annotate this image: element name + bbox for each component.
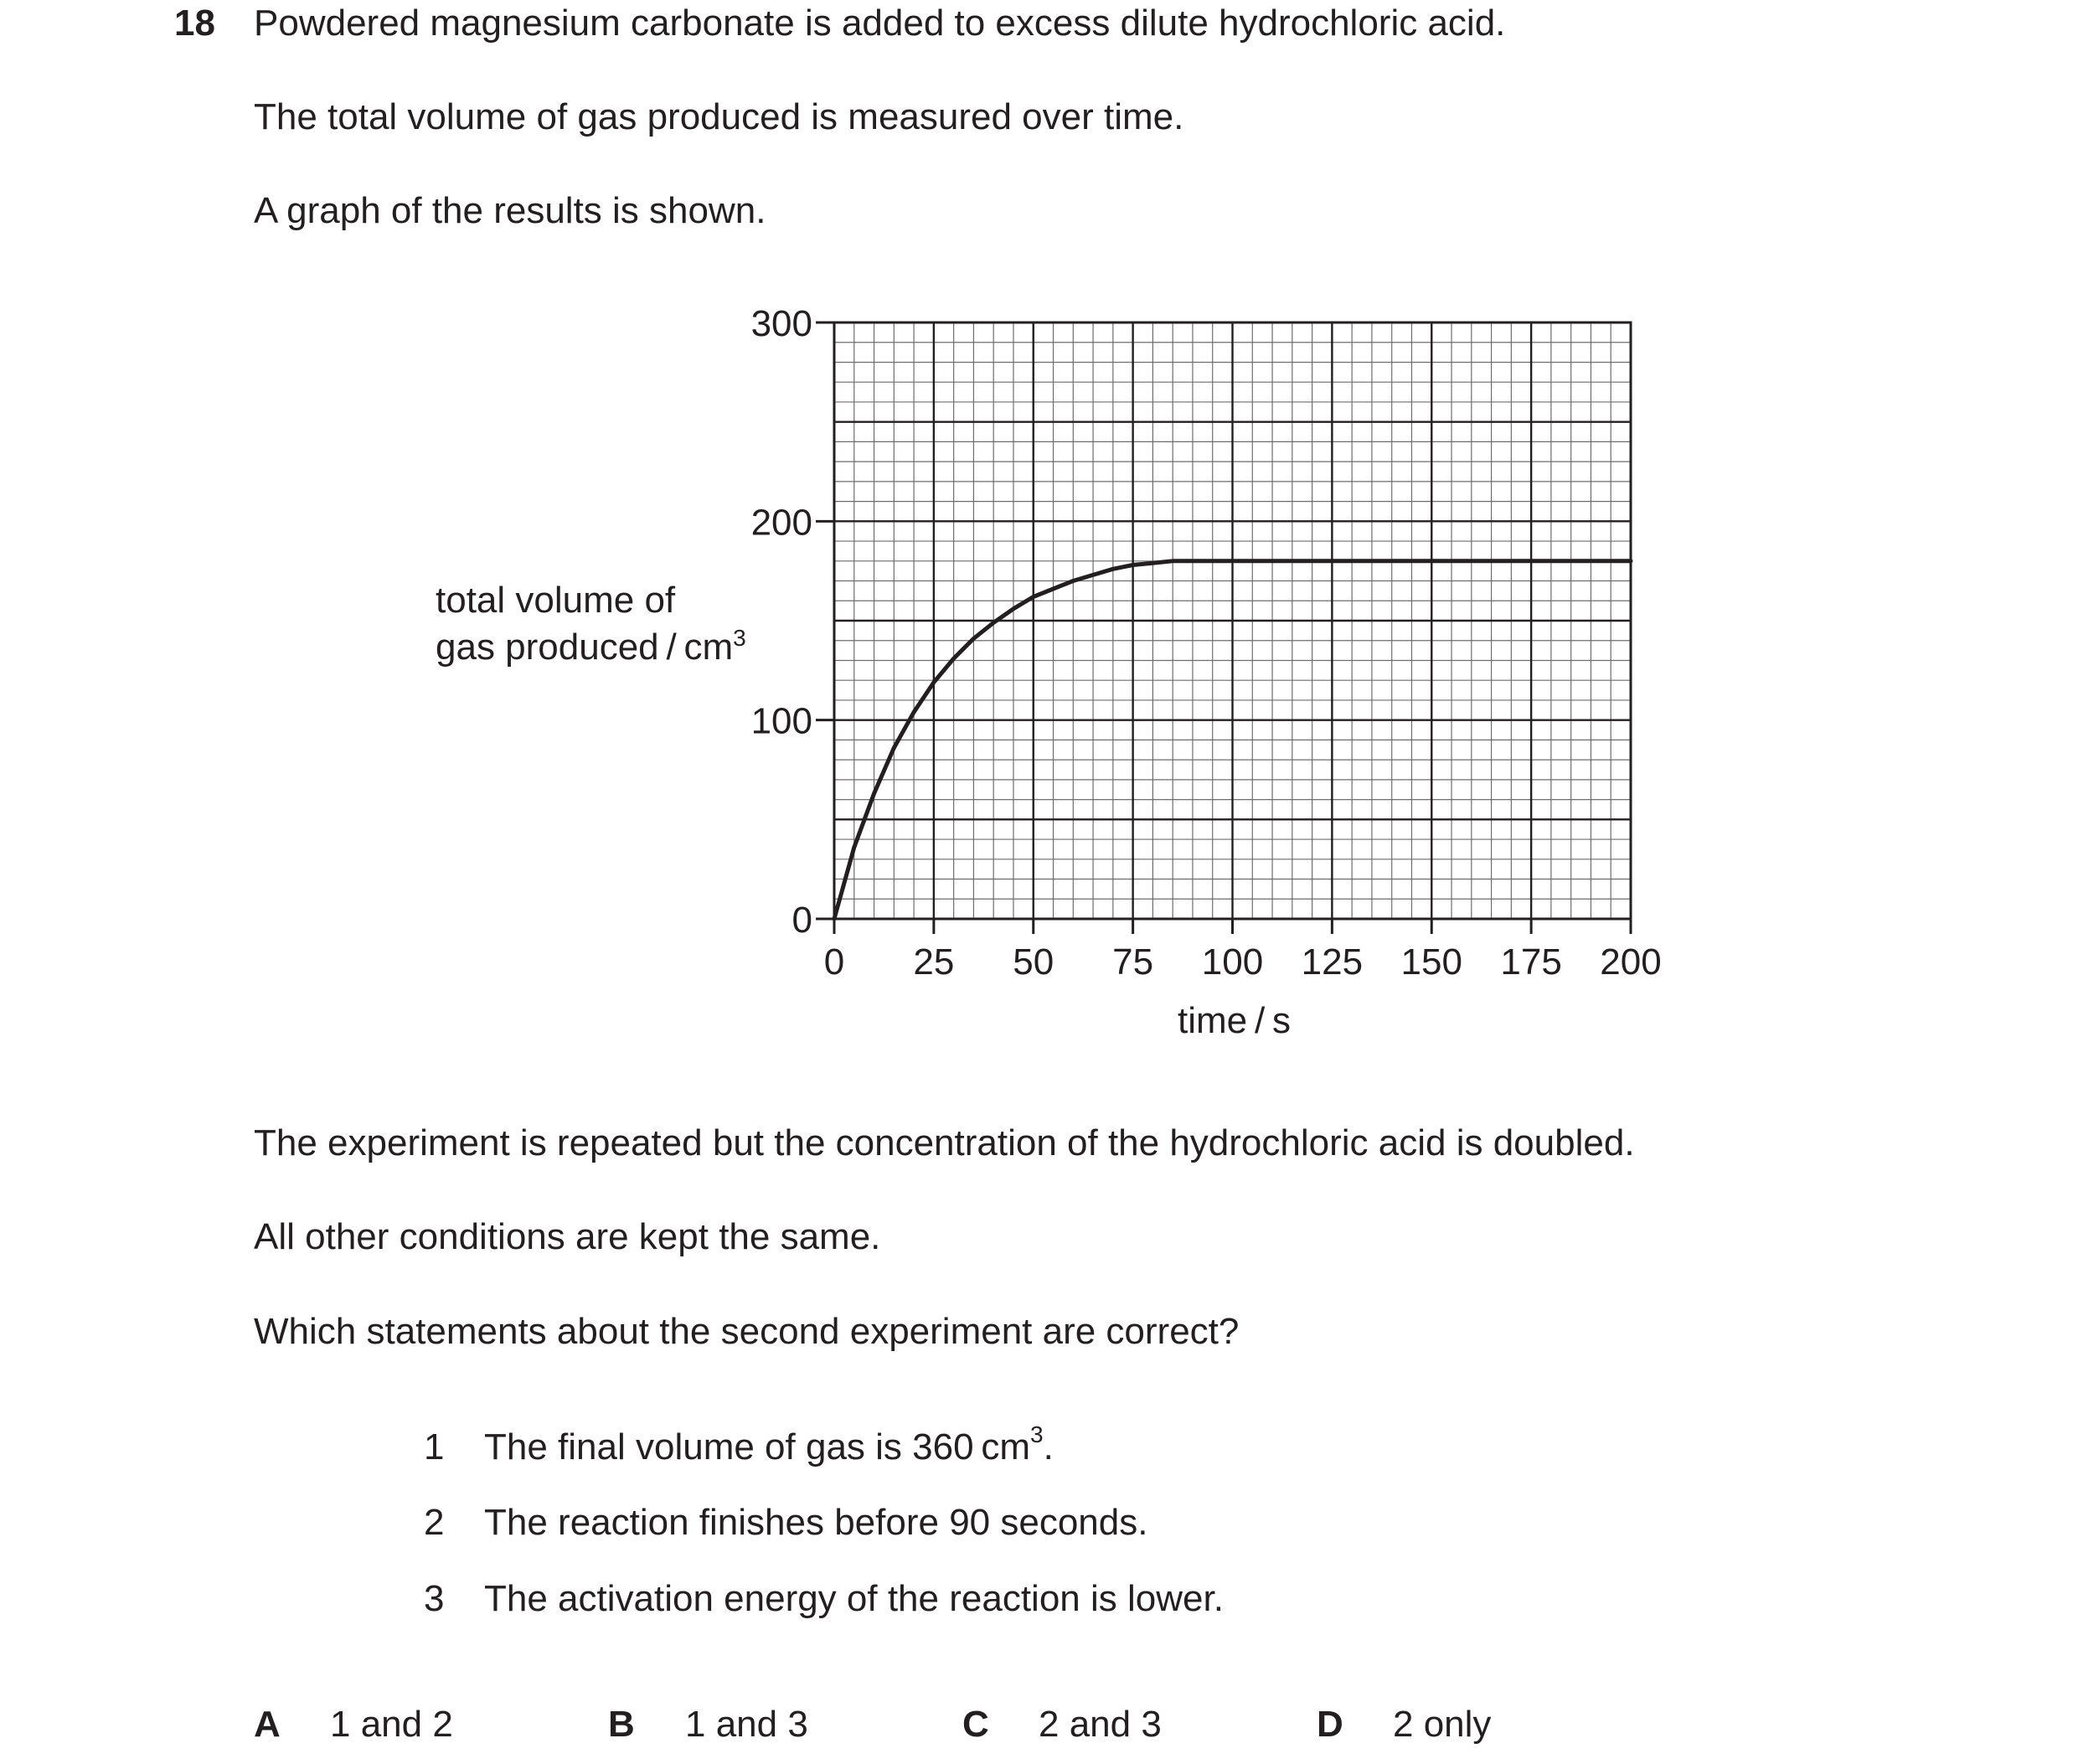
followup-line-3: Which statements about the second experiment are correct? [254, 1311, 1240, 1352]
followup-line-2: All other conditions are kept the same. [254, 1216, 881, 1257]
option-c-text[interactable]: 2 and 3 [1039, 1704, 1162, 1745]
y-tick-label: 200 [750, 502, 812, 544]
statement-1-superscript: 3 [1030, 1421, 1044, 1447]
intro-line-1: Powdered magnesium carbonate is added to excess dilute hydrochloric acid. [254, 3, 1506, 44]
x-tick-label: 50 [1013, 941, 1054, 983]
y-axis-label-line-1: total volume of [436, 580, 676, 621]
option-a-letter[interactable]: A [254, 1704, 281, 1745]
x-tick-label: 0 [823, 941, 845, 983]
y-tick-label: 100 [750, 700, 812, 742]
option-d-letter[interactable]: D [1317, 1704, 1343, 1745]
x-tick-label: 125 [1301, 941, 1364, 983]
statement-1-body: The final volume of gas is 360 cm [484, 1426, 1031, 1467]
x-axis-label: time / s [1178, 1000, 1291, 1041]
statement-1-number: 1 [424, 1426, 445, 1467]
x-tick-label: 100 [1201, 941, 1264, 983]
x-tick-label: 25 [913, 941, 955, 983]
x-tick-label: 200 [1600, 941, 1662, 983]
option-b-letter[interactable]: B [608, 1704, 635, 1745]
statement-3-number: 3 [424, 1578, 445, 1619]
y-tick-label: 300 [750, 303, 812, 344]
statement-1-tail: . [1043, 1426, 1054, 1467]
option-b-text[interactable]: 1 and 3 [685, 1704, 808, 1745]
intro-line-2: The total volume of gas produced is measured over time. [254, 96, 1184, 137]
x-tick-label: 75 [1112, 941, 1154, 983]
followup-line-1: The experiment is repeated but the concentration of the hydrochloric acid is doubled. [254, 1122, 1635, 1163]
statement-2-text: The reaction finishes before 90 seconds. [484, 1502, 1148, 1543]
y-axis-label-line-2 [436, 625, 746, 668]
x-tick-label: 150 [1400, 941, 1462, 983]
intro-line-3: A graph of the results is shown. [254, 190, 766, 231]
option-c-letter[interactable]: C [962, 1704, 989, 1745]
x-tick-label: 175 [1500, 941, 1562, 983]
y-axis-label-superscript: 3 [733, 625, 746, 651]
statement-1-text [484, 1421, 1054, 1467]
question-number: 18 [174, 3, 215, 44]
statement-3-text: The activation energy of the reaction is lower. [484, 1578, 1224, 1619]
option-a-text[interactable]: 1 and 2 [330, 1704, 453, 1745]
y-tick-label: 0 [791, 900, 812, 941]
option-d-text[interactable]: 2 only [1393, 1704, 1492, 1745]
y-axis-label-text: gas produced / cm [436, 627, 734, 668]
statement-2-number: 2 [424, 1502, 445, 1543]
